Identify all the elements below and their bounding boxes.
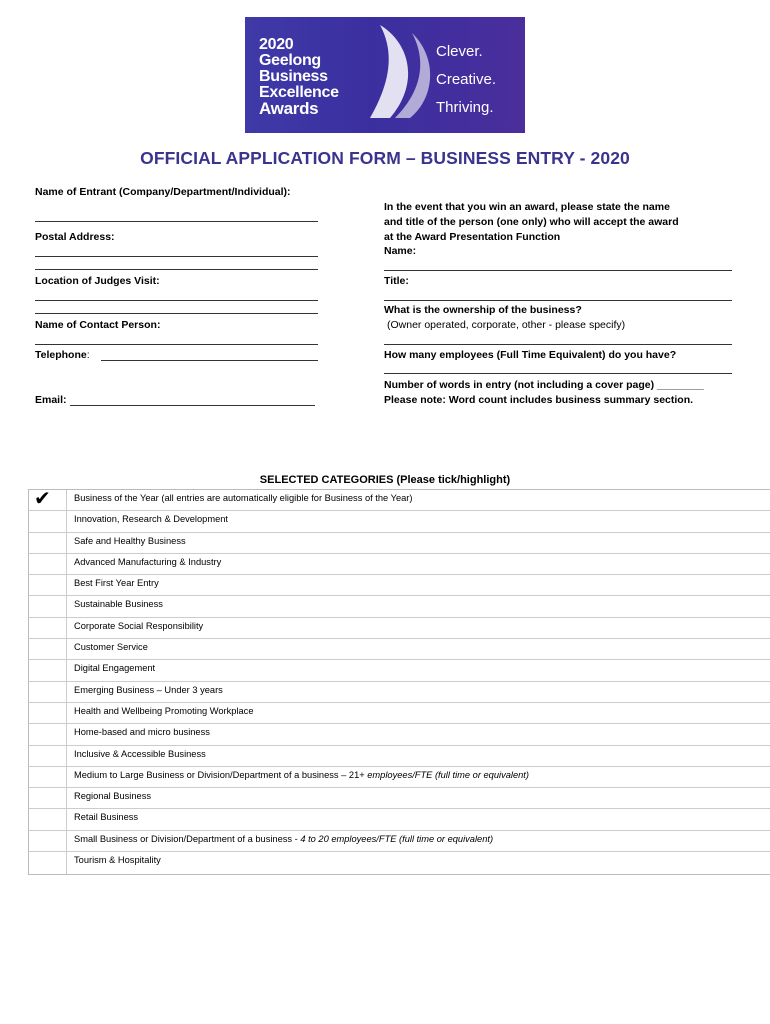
tick-cell[interactable] [29, 809, 67, 829]
tick-cell[interactable] [29, 703, 67, 723]
category-text: Inclusive & Accessible Business [74, 748, 206, 759]
email-field[interactable] [70, 405, 315, 406]
award-text-3: at the Award Presentation Function [384, 231, 561, 243]
category-text: Sustainable Business [74, 599, 163, 610]
table-row [29, 703, 770, 724]
category-text: Business of the Year (all entries are automatically eligible for Business of the Year) [74, 493, 413, 503]
name-field[interactable] [384, 270, 732, 271]
location-field-2[interactable] [35, 313, 318, 314]
table-row [29, 831, 770, 852]
table-row [29, 682, 770, 703]
employees-field[interactable] [384, 373, 732, 374]
page-title: OFFICIAL APPLICATION FORM – BUSINESS ENTRY - 2020 [140, 148, 630, 168]
contact-field[interactable] [35, 344, 318, 345]
category-text: Home-based and micro business [74, 727, 210, 738]
logo-year: 2020 [259, 36, 294, 53]
category-label [67, 831, 770, 851]
logo-line1: Geelong [259, 52, 321, 69]
category-text: Tourism & Hospitality [74, 855, 161, 866]
category-label [67, 575, 770, 595]
category-text: Customer Service [74, 642, 148, 653]
category-text: Best First Year Entry [74, 578, 159, 589]
category-text: Innovation, Research & Development [74, 514, 229, 525]
category-text: Health and Wellbeing Promoting Workplace [74, 705, 254, 716]
telephone-colon: : [86, 349, 90, 361]
name-label: Name: [384, 245, 417, 257]
award-text-2: and title of the person (one only) who will accept the award [384, 216, 679, 228]
logo-tag2: Creative. [436, 71, 497, 88]
logo-tagline [436, 38, 496, 122]
category-text: Digital Engagement [74, 663, 156, 674]
entrant-field[interactable] [35, 221, 318, 222]
logo-line2: Business [259, 68, 328, 85]
category-text: Medium to Large Business or Division/Department of a business – 21+ [74, 769, 368, 780]
category-label [67, 788, 770, 808]
category-text: Corporate Social Responsibility [74, 620, 204, 631]
category-label [67, 724, 770, 744]
table-row [29, 639, 770, 660]
tick-cell[interactable] [29, 831, 67, 851]
tick-cell[interactable] [29, 788, 67, 808]
category-text: Advanced Manufacturing & Industry [74, 556, 222, 567]
postal-label: Postal Address: [35, 231, 115, 243]
logo-text [259, 37, 339, 117]
tick-cell[interactable] [29, 639, 67, 659]
tick-cell[interactable] [29, 533, 67, 553]
location-label: Location of Judges Visit: [35, 275, 160, 287]
telephone-field[interactable] [101, 360, 318, 361]
category-text: Regional Business [74, 791, 152, 802]
table-row [29, 533, 770, 554]
tick-cell[interactable] [29, 660, 67, 680]
category-text: Safe and Healthy Business [74, 535, 186, 546]
logo-tag1: Clever. [436, 43, 483, 60]
ownership-hint: (Owner operated, corporate, other - please specify) [387, 319, 626, 331]
postal-field-1[interactable] [35, 256, 318, 257]
logo-line3: Excellence [259, 84, 339, 101]
award-text-1: In the event that you win an award, please state the name [384, 201, 670, 213]
email-label: Email: [35, 394, 67, 406]
tick-cell[interactable] [29, 746, 67, 766]
category-label [67, 852, 770, 874]
title-field[interactable] [384, 300, 732, 301]
category-text: Retail Business [74, 812, 139, 823]
ownership-label: What is the ownership of the business? [384, 304, 582, 316]
category-label [67, 703, 770, 723]
category-text: Small Business or Division/Department of a business - [74, 833, 301, 844]
telephone-label [35, 349, 90, 361]
word-count-note: Please note: Word count includes business summary section. [384, 394, 694, 406]
category-label [67, 767, 770, 787]
table-row [29, 724, 770, 745]
category-label [67, 618, 770, 638]
category-label [67, 809, 770, 829]
category-label [67, 554, 770, 574]
table-row [29, 767, 770, 788]
category-text: Emerging Business – Under 3 years [74, 684, 223, 695]
category-italic-text: 4 to 20 employees/FTE (full time or equivalent) [300, 833, 494, 844]
category-label [67, 596, 770, 616]
tick-cell[interactable] [29, 618, 67, 638]
table-row [29, 554, 770, 575]
categories-table [28, 489, 770, 875]
tick-cell[interactable] [29, 596, 67, 616]
tick-cell[interactable] [29, 767, 67, 787]
location-field-1[interactable] [35, 300, 318, 301]
words-label: Number of words in entry (not including a cover page) ________ [384, 379, 704, 391]
table-row [29, 490, 770, 511]
tick-cell[interactable] [29, 490, 67, 510]
sail-icon [350, 23, 440, 123]
tick-cell[interactable] [29, 852, 67, 874]
postal-field-2[interactable] [35, 269, 318, 270]
category-label [67, 682, 770, 702]
table-row [29, 575, 770, 596]
table-row [29, 746, 770, 767]
entrant-label: Name of Entrant (Company/Department/Individual): [35, 186, 291, 198]
table-row [29, 511, 770, 532]
categories-heading: SELECTED CATEGORIES (Please tick/highlight) [259, 474, 511, 486]
table-row [29, 618, 770, 639]
tick-cell[interactable] [29, 575, 67, 595]
awards-logo [245, 17, 525, 133]
ownership-field[interactable] [384, 344, 732, 345]
category-label [67, 746, 770, 766]
table-row [29, 596, 770, 617]
category-label [67, 490, 770, 510]
title-label: Title: [384, 275, 409, 287]
tick-cell[interactable] [29, 724, 67, 744]
telephone-text: Telephone [35, 349, 87, 361]
contact-label: Name of Contact Person: [35, 319, 161, 331]
category-label [67, 660, 770, 680]
table-row [29, 660, 770, 681]
checkmark-icon: ✔ [34, 488, 51, 510]
category-label [67, 533, 770, 553]
category-italic-text: employees/FTE (full time or equivalent) [367, 769, 529, 780]
table-row [29, 788, 770, 809]
tick-cell[interactable] [29, 554, 67, 574]
table-row [29, 809, 770, 830]
logo-tag3: Thriving. [436, 99, 494, 116]
category-label [67, 639, 770, 659]
category-label [67, 511, 770, 531]
tick-cell[interactable] [29, 511, 67, 531]
tick-cell[interactable] [29, 682, 67, 702]
logo-line4: Awards [259, 99, 319, 118]
employees-label: How many employees (Full Time Equivalent) do you have? [384, 349, 677, 361]
table-row [29, 852, 770, 874]
